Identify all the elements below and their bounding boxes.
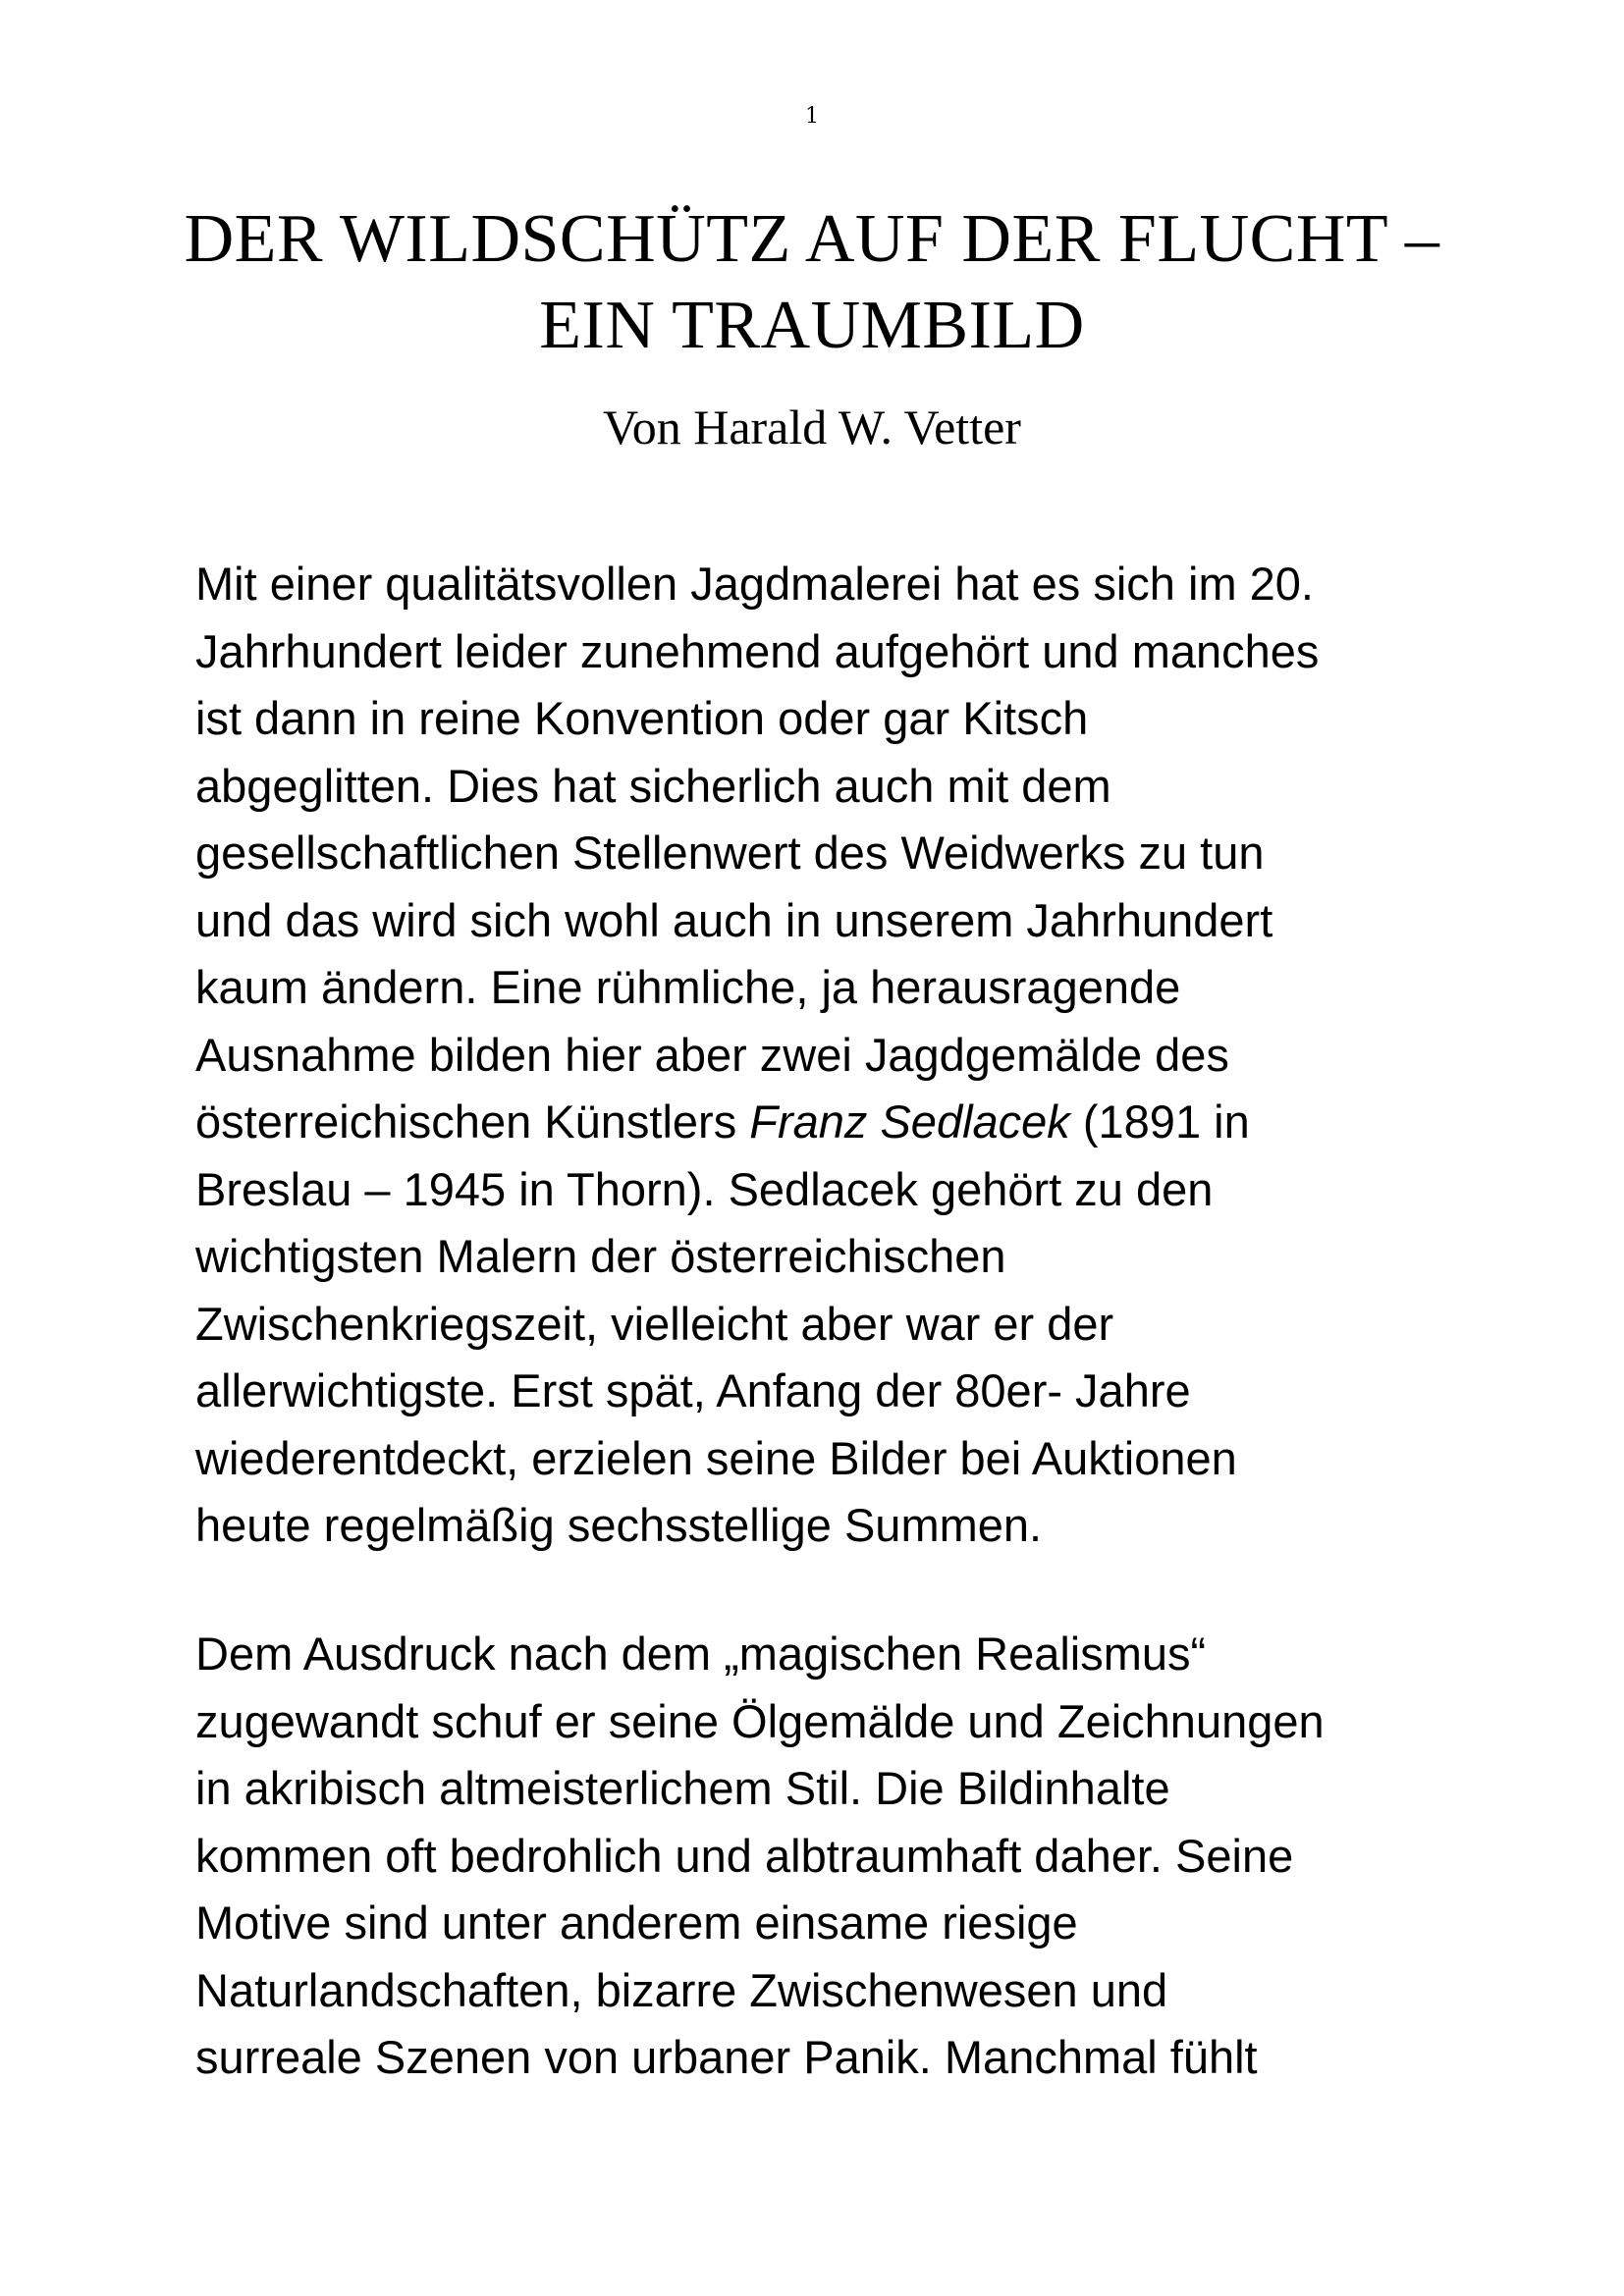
body-paragraph — [195, 1621, 1472, 2092]
text-line: in akribisch altmeisterlichem Stil. Die Bildinhalte — [195, 1762, 1170, 1814]
text-line: heute regelmäßig sechsstellige Summen. — [195, 1499, 1043, 1551]
article-title — [157, 196, 1467, 369]
text-line: Motive sind unter anderem einsame riesige — [195, 1896, 1078, 1949]
text-line: und das wird sich wohl auch in unserem Jahrhundert — [195, 893, 1273, 946]
text-line: Ausnahme bilden hier aber zwei Jagdgemälde des — [195, 1028, 1229, 1081]
text-line: kommen oft bedrohlich und albtraumhaft daher. Seine — [195, 1829, 1294, 1882]
author-byline: Von Harald W. Vetter — [603, 400, 1021, 454]
title-line: DER WILDSCHÜTZ AUF DER FLUCHT – — [184, 201, 1440, 277]
text-line: zugewandt schuf er seine Ölgemälde und Zeichnungen — [195, 1694, 1325, 1747]
page-number: 1 — [805, 104, 819, 129]
text-line: Breslau – 1945 in Thorn). Sedlacek gehört zu den — [195, 1162, 1214, 1215]
text-line: wichtigsten Malern der österreichischen — [195, 1230, 1006, 1282]
text-segment: österreichischen Künstlers — [195, 1095, 750, 1148]
body-paragraph — [195, 551, 1472, 1560]
text-line: gesellschaftlichen Stellenwert des Weidwerks zu tun — [195, 827, 1265, 879]
text-line: surreale Szenen von urbaner Panik. Manchmal fühlt — [195, 2031, 1258, 2083]
text-line: abgeglitten. Dies hat sicherlich auch mit dem — [195, 759, 1111, 812]
text-line: Dem Ausdruck nach dem „magischen Realismus“ — [195, 1628, 1207, 1680]
text-line: wiederentdeckt, erzielen seine Bilder bei Auktionen — [195, 1431, 1237, 1484]
text-line: allerwichtigste. Erst spät, Anfang der 80er- Jahre — [195, 1364, 1191, 1416]
text-line: Zwischenkriegszeit, vielleicht aber war er der — [195, 1297, 1114, 1350]
text-line: kaum ändern. Eine rühmliche, ja herausragende — [195, 961, 1181, 1013]
text-line: Mit einer qualitätsvollen Jagdmalerei hat es sich im 20. — [195, 558, 1314, 610]
text-segment: (1891 in — [1069, 1095, 1250, 1148]
text-line: Naturlandschaften, bizarre Zwischenwesen und — [195, 1963, 1168, 2016]
title-line: EIN TRAUMBILD — [539, 288, 1085, 363]
text-line: Jahrhundert leider zunehmend aufgehört und manches — [195, 624, 1320, 677]
artist-name: Franz Sedlacek — [749, 1095, 1070, 1148]
text-line — [195, 1089, 1472, 1156]
text-line: ist dann in reine Konvention oder gar Kitsch — [195, 692, 1089, 744]
